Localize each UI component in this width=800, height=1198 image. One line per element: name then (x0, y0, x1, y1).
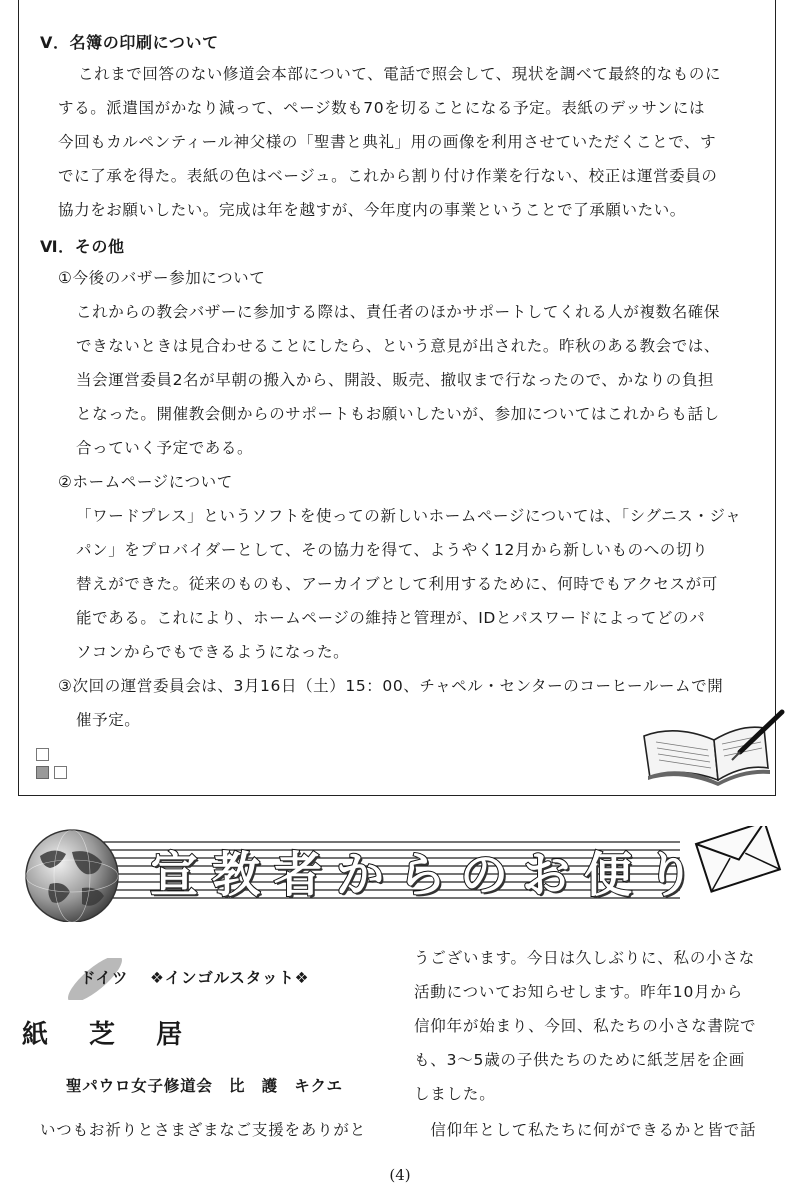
section5-line-2: する。派遣国がかなり減って、ページ数も70を切ることになる予定。表紙のデッサンには (58, 99, 706, 117)
item1-line-3: 当会運営委員2名が早朝の搬入から、開設、販売、撤収まで行なったので、かなりの負担 (76, 371, 715, 389)
article-city: ❖インゴルスタット❖ (150, 969, 310, 987)
article-left-line-1: いつもお祈りとさまざまなご支援をありがと (40, 1121, 367, 1139)
item2-line-5: ソコンからでもできるようになった。 (76, 643, 350, 661)
article-right-line-5: しました。 (414, 1085, 496, 1103)
article-title: 紙 芝 居 (22, 1020, 199, 1050)
item1-line-2: できないときは見合わせることにしたら、という意見が出された。昨秋のある教会では、 (76, 337, 721, 355)
item3-line-2: 催予定。 (76, 711, 141, 729)
section5-line-3: 今回もカルペンティール神父様の「聖書と典礼」用の画像を利用させていただくことで、す (58, 133, 717, 151)
deco-square-filled (36, 766, 49, 779)
item2-line-3: 替えができた。従来のものも、アーカイブとして利用するために、何時でもアクセスが可 (76, 575, 718, 593)
item2-line-1: 「ワードプレス」というソフトを使っての新しいホームページについては、「シグニス・ジャ (76, 507, 742, 525)
item1-line-1: これからの教会バザーに参加する際は、責任者のほかサポートしてくれる人が複数名確保 (76, 303, 721, 321)
item2-line-4: 能である。これにより、ホームページの維持と管理が、IDとパスワードによってどのパ (76, 609, 706, 627)
item3-line-1: ③次回の運営委員会は、3月16日（土）15：00、チャペル・センターのコーヒールームで開 (58, 677, 724, 695)
item1-line-5: 合っていく予定である。 (76, 439, 254, 457)
article-right-line-4: も、3～5歳の子供たちのために紙芝居を企画 (414, 1051, 746, 1069)
section5-heading: Ⅴ．名簿の印刷について (40, 33, 219, 52)
section5-line-1: これまで回答のない修道会本部について、電話で照会して、現状を調べて最終的なものに (78, 65, 722, 83)
deco-square (54, 766, 67, 779)
page-number: (4) (389, 1166, 411, 1184)
section5-line-5: 協力をお願いしたい。完成は年を越すが、今年度内の事業ということで了承願いたい。 (58, 201, 686, 219)
article-right-line-6: 信仰年として私たちに何ができるかと皆で話 (414, 1121, 757, 1139)
item2-line-2: パン」をプロバイダーとして、その協力を得て、ようやく12月から新しいものへの切り (76, 541, 709, 559)
article-right-line-3: 信仰年が始まり、今回、私たちの小さな書院で (414, 1017, 757, 1035)
article-right-line-2: 活動についてお知らせします。昨年10月から (414, 983, 744, 1001)
banner-title: 宣教者からのお便り (150, 847, 709, 903)
item1-heading: ①今後のバザー参加について (58, 269, 266, 287)
article-right-line-1: うございます。今日は久しぶりに、私の小さな (414, 949, 756, 967)
article-author: 聖パウロ女子修道会 比 護 キクエ (66, 1077, 343, 1095)
item2-heading: ②ホームページについて (58, 473, 233, 491)
section6-heading: Ⅵ．その他 (40, 237, 125, 256)
deco-square (36, 748, 49, 761)
item1-line-4: となった。開催教会側からのサポートもお願いしたいが、参加についてはこれからも話し (76, 405, 720, 423)
open-book-icon (636, 706, 786, 786)
article-country: ドイツ (80, 969, 129, 987)
section5-line-4: でに了承を得た。表紙の色はベージュ。これから割り付け作業を行ない、校正は運営委員の (58, 167, 718, 185)
